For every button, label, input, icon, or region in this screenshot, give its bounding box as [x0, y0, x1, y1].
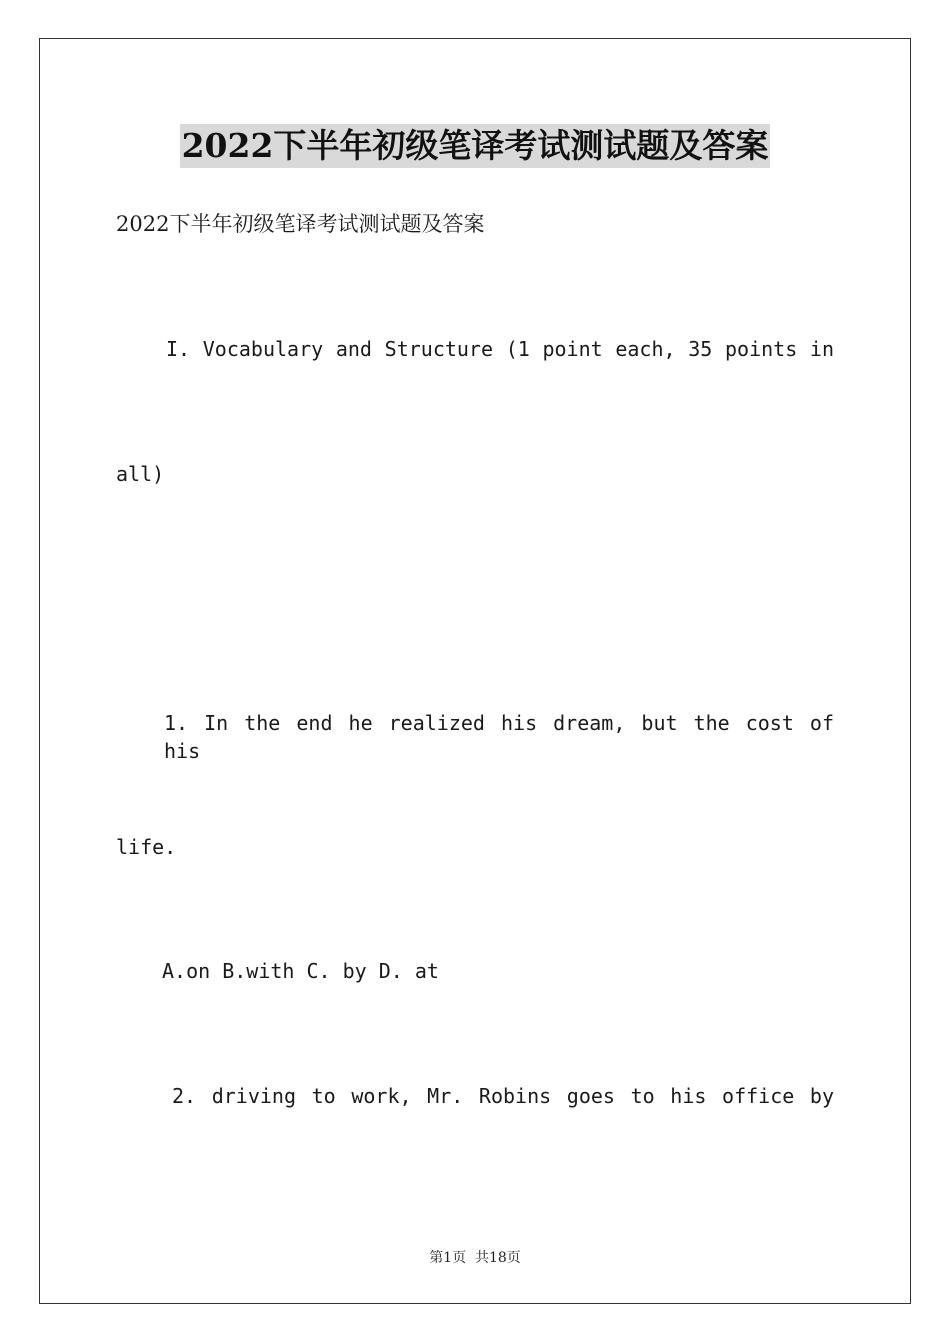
section-heading-line-2: all)	[116, 462, 165, 486]
document-title: 2022下半年初级笔译考试测试题及答案	[180, 124, 771, 168]
question-2-line-1: 2. driving to work, Mr. Robins goes to his office by	[172, 1084, 834, 1108]
document-subtitle: 2022下半年初级笔译考试测试题及答案	[116, 212, 485, 236]
question-1-options: A.on B.with C. by D. at	[162, 959, 439, 983]
question-1-line-1: 1. In the end he realized his dream, but the cost of his	[164, 711, 834, 763]
title-container	[0, 124, 950, 168]
question-1-line-2: life.	[116, 835, 177, 859]
page-footer: 第1页 共18页	[429, 1250, 521, 1266]
section-heading-line-1: I. Vocabulary and Structure (1 point each, 35 points in	[166, 337, 834, 361]
